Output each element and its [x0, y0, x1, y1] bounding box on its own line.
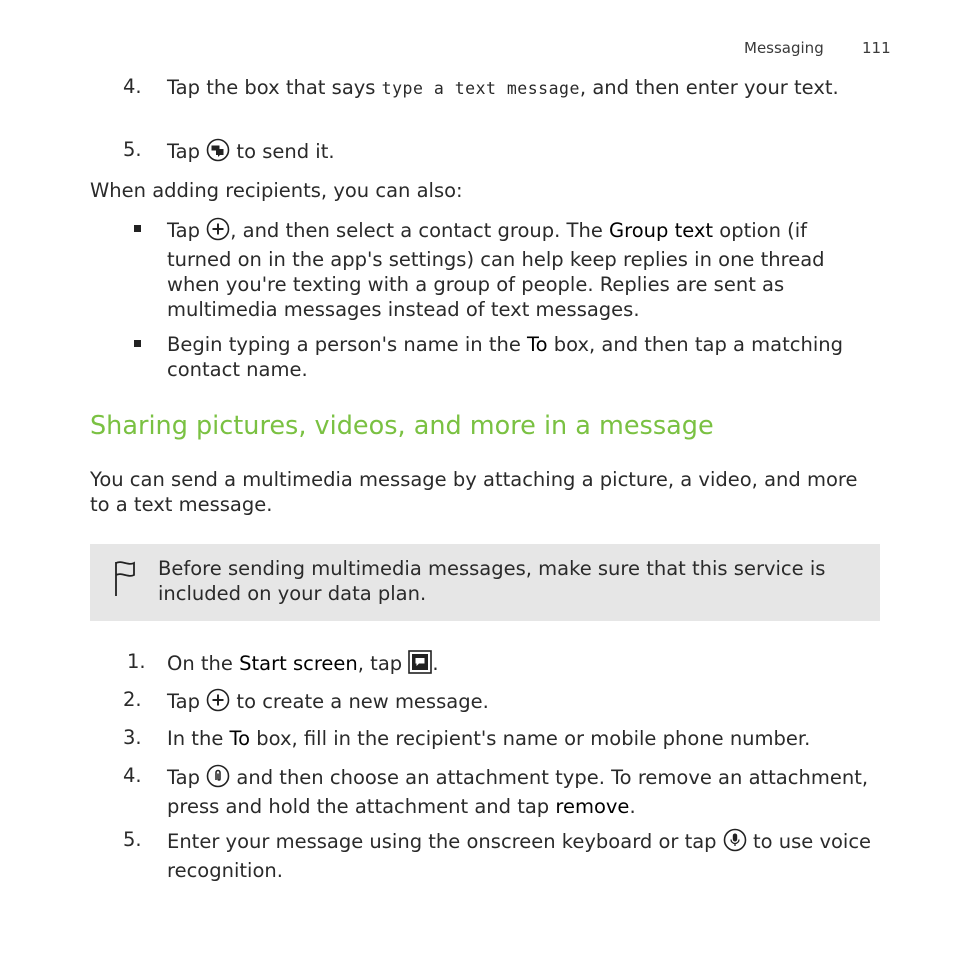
add-icon [206, 217, 230, 247]
step-number: 5. [123, 828, 142, 851]
step-number: 2. [123, 688, 142, 711]
step-text: On the Start screen, tap . [167, 650, 872, 680]
step-number: 4. [123, 764, 142, 787]
section-intro: You can send a multimedia message by attaching a picture, a video, and more to a text message. [90, 468, 858, 516]
recipients-intro: When adding recipients, you can also: [90, 179, 463, 202]
step-text: Tap to create a new message. [167, 688, 872, 718]
bullet-marker [134, 340, 141, 347]
section-heading: Sharing pictures, videos, and more in a message [90, 411, 714, 441]
page-number: 111 [862, 39, 891, 57]
add-icon [206, 688, 230, 718]
bullet-text: Begin typing a person's name in the To box, and then tap a matching contact name. [167, 333, 843, 381]
microphone-icon [723, 828, 747, 858]
send-icon [206, 138, 230, 168]
attach-icon [206, 764, 230, 794]
step-text: Enter your message using the onscreen keyboard or tap to use voice recognition. [167, 830, 872, 882]
messages-tile-icon [408, 650, 432, 680]
note-box [90, 544, 880, 621]
step-number: 4. [123, 75, 142, 98]
step-text: Tap and then choose an attachment type. To remove an attachment, press and hold the attachment and tap remove. [167, 766, 869, 818]
bullet-text: Tap , and then select a contact group. The Group text option (if turned on in the app's settings) can help keep replies in one thread when you're texting with a group of people. Replies are sent as multimedia messages instead of text messages. [167, 219, 825, 321]
step-number: 1. [127, 650, 146, 673]
note-text: Before sending multimedia messages, make sure that this service is included on your data plan. [158, 557, 826, 605]
bullet-marker [134, 225, 141, 232]
running-header-section: Messaging [744, 39, 824, 57]
code-text: type a text message [381, 79, 580, 98]
step-number: 3. [123, 726, 142, 749]
step-text: Tap the box that says type a text message, and then enter your text. [167, 76, 839, 99]
step-number: 5. [123, 138, 142, 161]
step-text: Tap to send it. [167, 138, 872, 168]
flag-icon [112, 558, 138, 602]
step-text: In the To box, fill in the recipient's name or mobile phone number. [167, 727, 811, 750]
